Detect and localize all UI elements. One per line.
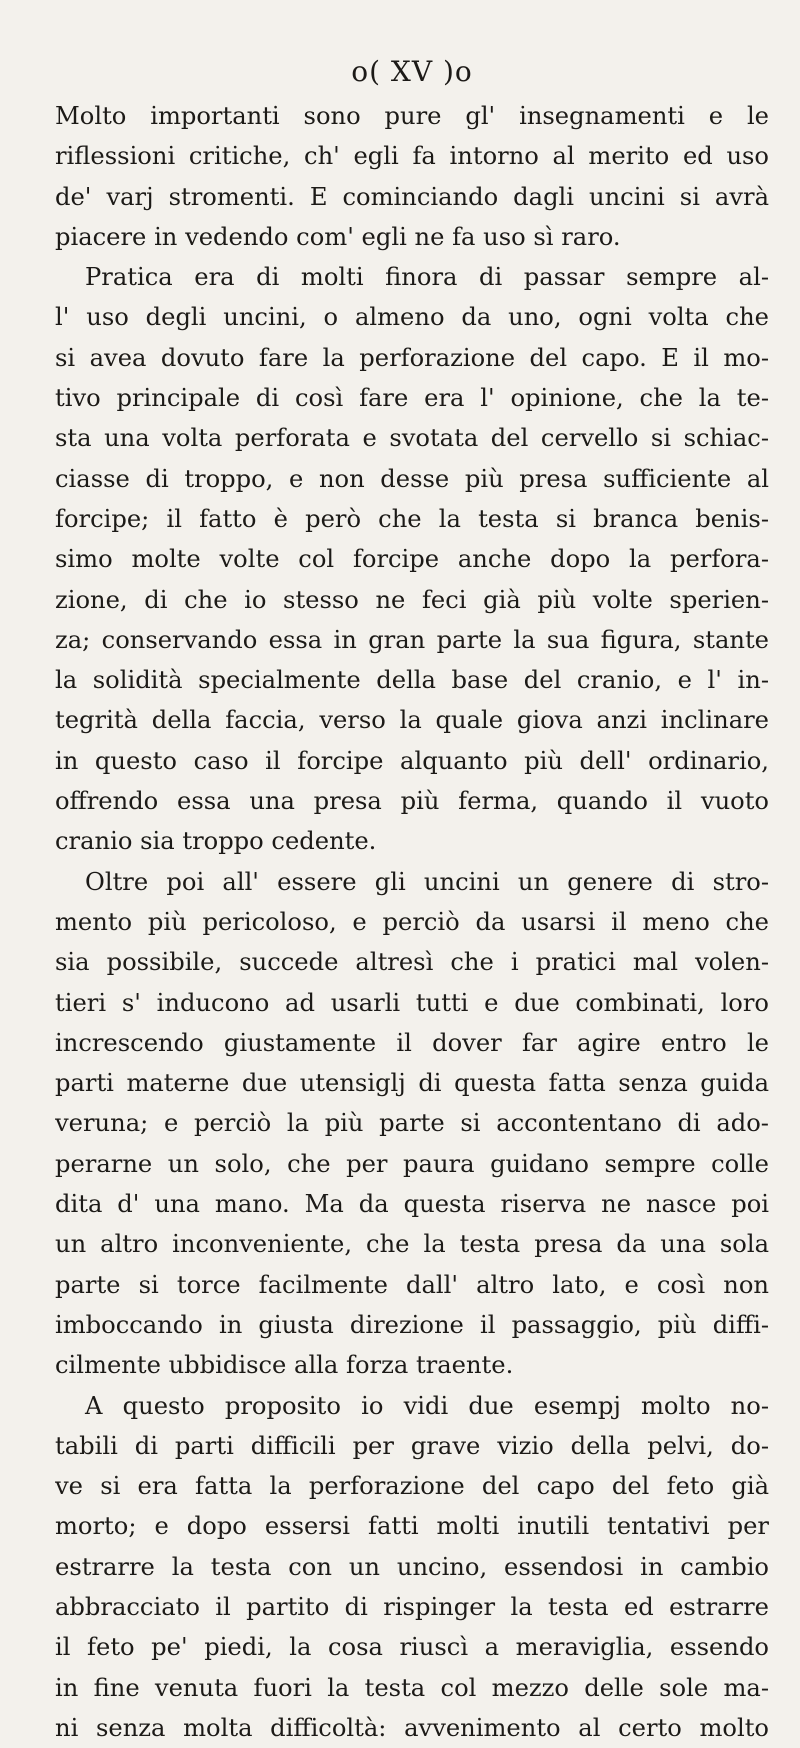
text-line: morto; e dopo essersi fatti molti inutili tentativi per (55, 1506, 769, 1546)
paragraph (55, 862, 769, 1386)
text-line: cilmente ubbidisce alla forza traente. (55, 1345, 769, 1385)
text-line: forcipe; il fatto è però che la testa si branca benis- (55, 499, 769, 539)
running-head: o( XV )o (55, 52, 769, 92)
text-line: parte si torce facilmente dall' altro lato, e così non (55, 1265, 769, 1305)
text-line: riflessioni critiche, ch' egli fa intorno al merito ed uso (55, 136, 769, 176)
text-line: za; conservando essa in gran parte la sua figura, stante (55, 620, 769, 660)
text-line: simo molte volte col forcipe anche dopo la perfora- (55, 539, 769, 579)
text-line: de' varj stromenti. E cominciando dagli uncini si avrà (55, 177, 769, 217)
paragraph (55, 96, 769, 257)
text-line: la solidità specialmente della base del cranio, e l' in- (55, 660, 769, 700)
text-line: ni senza molta difficoltà: avvenimento al certo molto (55, 1708, 769, 1748)
text-line: dita d' una mano. Ma da questa riserva ne nasce poi (55, 1184, 769, 1224)
text-line: ve si era fatta la perforazione del capo del feto già (55, 1466, 769, 1506)
text-line: perarne un solo, che per paura guidano sempre colle (55, 1144, 769, 1184)
text-line: in questo caso il forcipe alquanto più dell' ordinario, (55, 741, 769, 781)
text-line: increscendo giustamente il dover far agire entro le (55, 1023, 769, 1063)
text-line: A questo proposito io vidi due esempj molto no- (55, 1386, 769, 1426)
text-line: mento più pericoloso, e perciò da usarsi il meno che (55, 902, 769, 942)
text-line: zione, di che io stesso ne feci già più volte sperien- (55, 580, 769, 620)
text-line: estrarre la testa con un uncino, essendosi in cambio (55, 1547, 769, 1587)
text-line: piacere in vedendo com' egli ne fa uso sì raro. (55, 217, 769, 257)
text-line: tegrità della faccia, verso la quale giova anzi inclinare (55, 700, 769, 740)
text-line: Pratica era di molti finora di passar sempre al- (55, 257, 769, 297)
text-line: tieri s' inducono ad usarli tutti e due combinati, loro (55, 983, 769, 1023)
text-line: sta una volta perforata e svotata del cervello si schiac- (55, 418, 769, 458)
text-line: Molto importanti sono pure gl' insegnamenti e le (55, 96, 769, 136)
text-line: Oltre poi all' essere gli uncini un genere di stro- (55, 862, 769, 902)
body-text (55, 96, 769, 1748)
text-line: ciasse di troppo, e non desse più presa sufficiente al (55, 459, 769, 499)
text-line: un altro inconveniente, che la testa presa da una sola (55, 1224, 769, 1264)
text-line: sia possibile, succede altresì che i pratici mal volen- (55, 942, 769, 982)
paragraph (55, 1386, 769, 1748)
text-line: imboccando in giusta direzione il passaggio, più diffi- (55, 1305, 769, 1345)
text-line: offrendo essa una presa più ferma, quando il vuoto (55, 781, 769, 821)
text-line: cranio sia troppo cedente. (55, 821, 769, 861)
text-line: veruna; e perciò la più parte si accontentano di ado- (55, 1103, 769, 1143)
text-line: si avea dovuto fare la perforazione del capo. E il mo- (55, 338, 769, 378)
text-line: in fine venuta fuori la testa col mezzo delle sole ma- (55, 1668, 769, 1708)
text-line: parti materne due utensiglj di questa fatta senza guida (55, 1063, 769, 1103)
text-line: tabili di parti difficili per grave vizio della pelvi, do- (55, 1426, 769, 1466)
book-page (55, 52, 769, 1748)
paragraph (55, 257, 769, 861)
text-line: il feto pe' piedi, la cosa riuscì a meraviglia, essendo (55, 1627, 769, 1667)
text-line: l' uso degli uncini, o almeno da uno, ogni volta che (55, 297, 769, 337)
text-line: tivo principale di così fare era l' opinione, che la te- (55, 378, 769, 418)
text-line: abbracciato il partito di rispinger la testa ed estrarre (55, 1587, 769, 1627)
